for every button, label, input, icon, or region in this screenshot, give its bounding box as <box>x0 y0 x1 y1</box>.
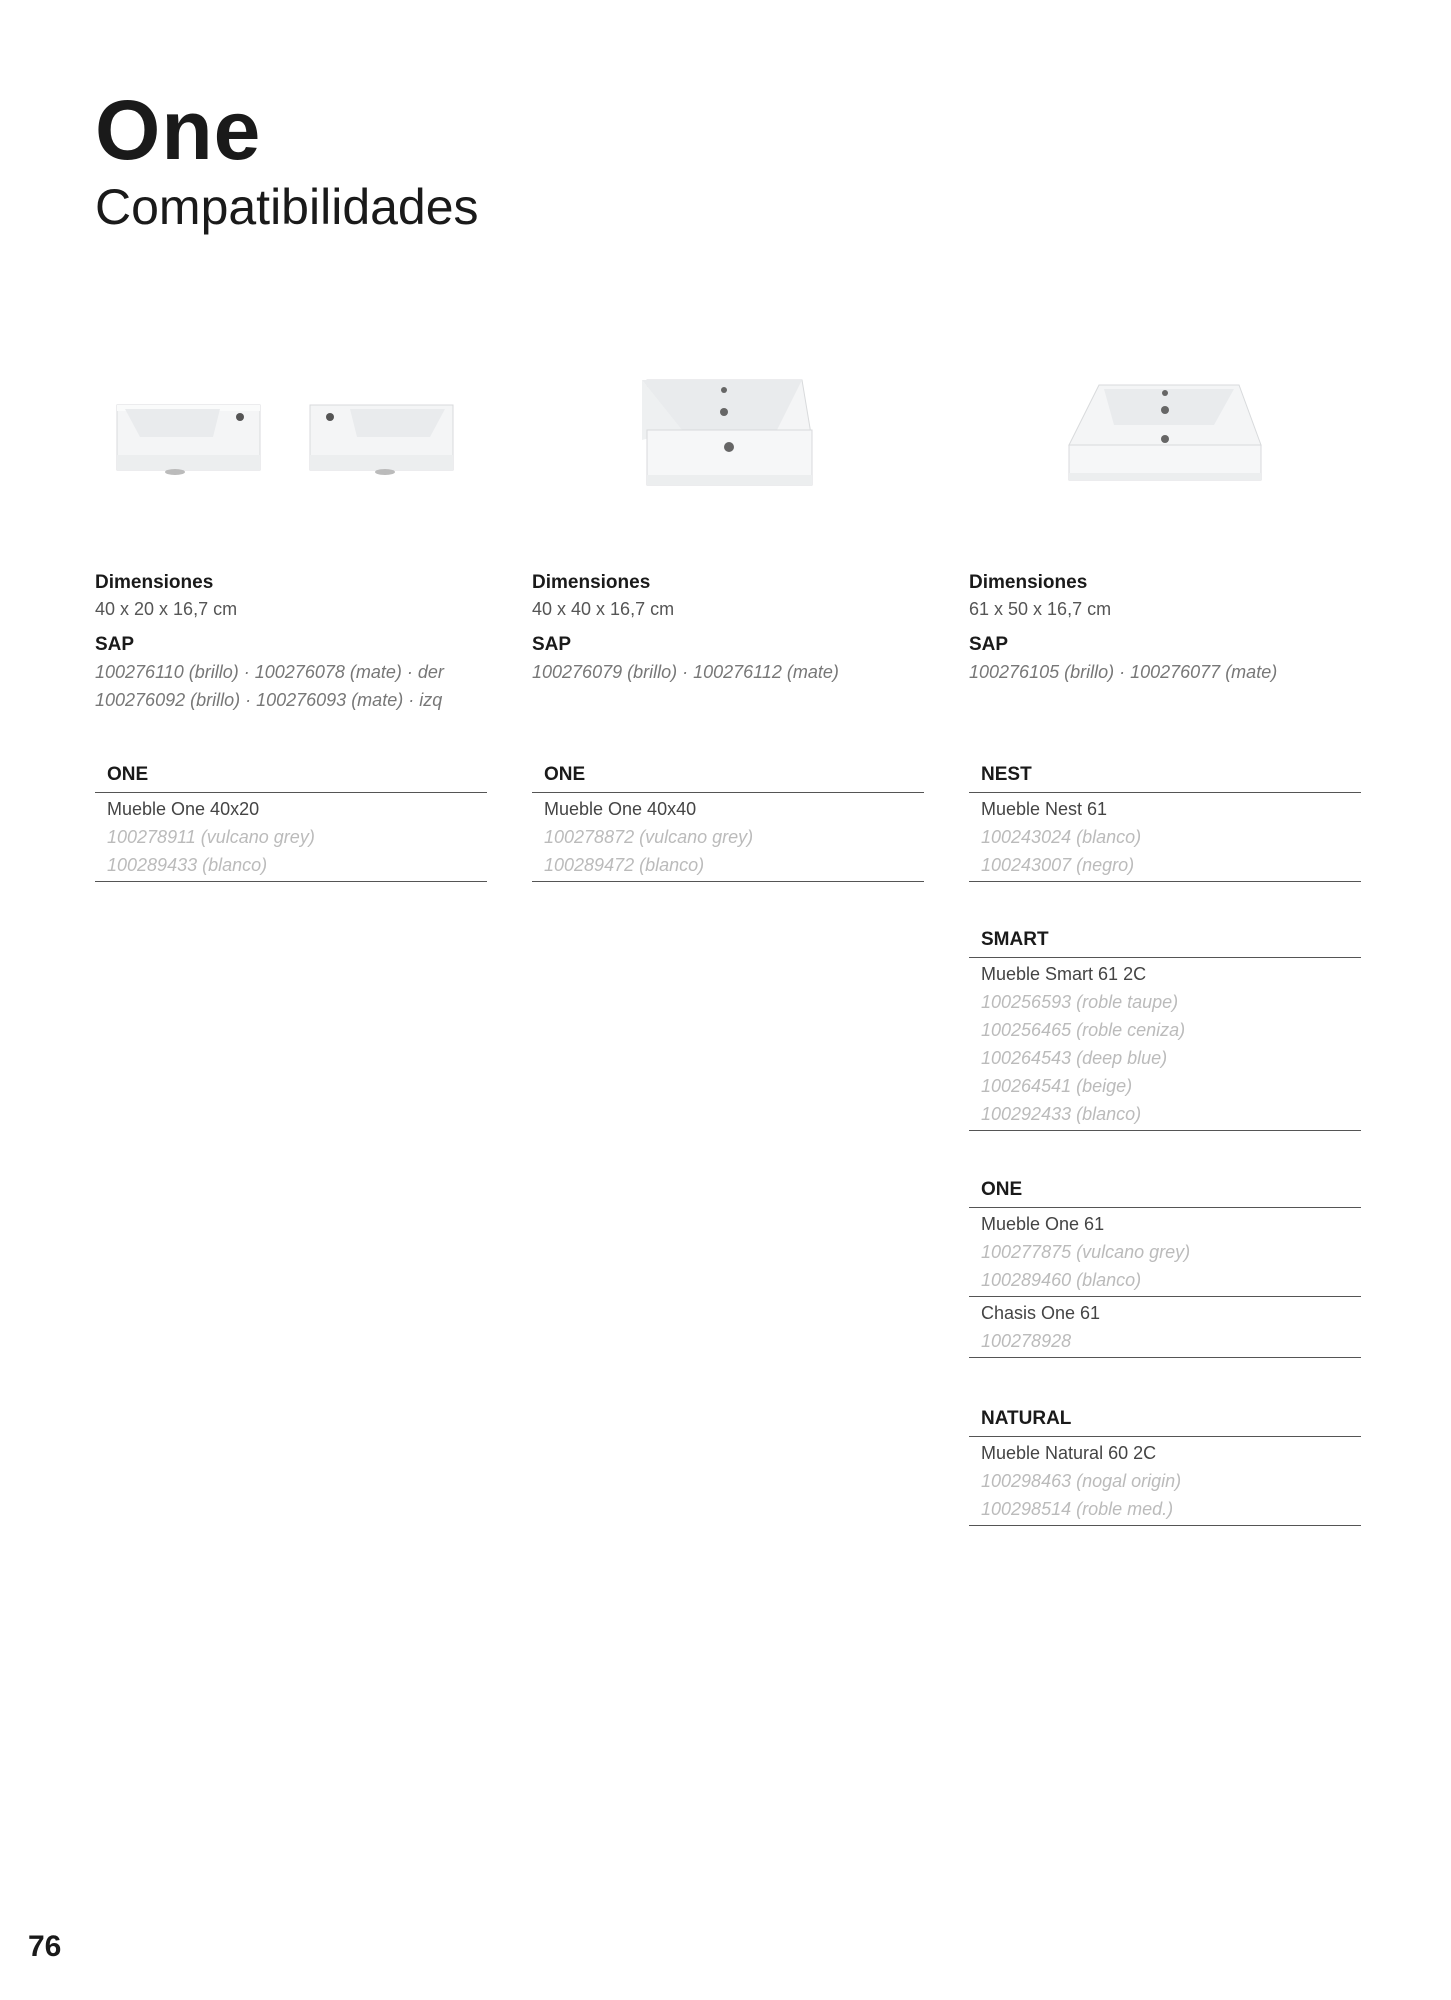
basin-der-image <box>117 405 260 475</box>
sap-code-line: 100276110 (brillo) · 100276078 (mate) · der <box>95 662 444 682</box>
sap-label: SAP <box>95 634 135 655</box>
block-heading: ONE <box>969 1177 1361 1208</box>
specs-40x20 <box>95 570 515 714</box>
item-name: Mueble Natural 60 2C <box>981 1443 1157 1463</box>
sap-code-line: 100276079 (brillo) · 100276112 (mate) <box>532 662 839 682</box>
sap-code-line: 100276105 (brillo) · 100276077 (mate) <box>969 662 1278 682</box>
dimensions-value: 61 x 50 x 16,7 cm <box>969 599 1112 619</box>
block-heading: ONE <box>532 762 924 793</box>
page-number: 76 <box>28 1930 62 1963</box>
sap-code-line: 100276092 (brillo) · 100276093 (mate) · izq <box>95 690 443 710</box>
item-code: 100256465 (roble ceniza) <box>981 1020 1186 1040</box>
compat-block-natural <box>969 1406 1361 1526</box>
item-code: 100264541 (beige) <box>981 1076 1133 1096</box>
compat-item <box>532 793 924 882</box>
block-heading: NEST <box>969 762 1361 793</box>
compat-item <box>969 1208 1361 1297</box>
sap-label: SAP <box>969 634 1009 655</box>
block-heading: ONE <box>95 762 487 793</box>
item-code: 100256593 (roble taupe) <box>981 992 1179 1012</box>
item-code: 100289472 (blanco) <box>544 855 705 875</box>
item-code: 100289460 (blanco) <box>981 1270 1142 1290</box>
washbasin-40x20-images <box>95 375 490 500</box>
item-code: 100292433 (blanco) <box>981 1104 1142 1124</box>
compat-block-one <box>95 762 487 882</box>
compat-item <box>969 793 1361 882</box>
item-name: Mueble One 40x40 <box>544 799 697 819</box>
item-code: 100277875 (vulcano grey) <box>981 1242 1191 1262</box>
compat-item <box>95 793 487 882</box>
item-name: Mueble One 40x20 <box>107 799 260 819</box>
basin-izq-image <box>310 405 453 475</box>
compat-block-one <box>969 1177 1361 1358</box>
item-code: 100243007 (negro) <box>981 855 1135 875</box>
dimensions-label: Dimensiones <box>969 572 1088 593</box>
item-name: Mueble One 61 <box>981 1214 1105 1234</box>
item-code: 100243024 (blanco) <box>981 827 1142 847</box>
item-name: Chasis One 61 <box>981 1303 1101 1323</box>
page-title: One <box>95 83 262 177</box>
compat-item <box>969 1297 1361 1358</box>
item-code: 100298463 (nogal origin) <box>981 1471 1182 1491</box>
item-code: 100264543 (deep blue) <box>981 1048 1168 1068</box>
block-heading: NATURAL <box>969 1406 1361 1437</box>
compat-block-one <box>532 762 924 882</box>
dimensions-label: Dimensiones <box>532 572 651 593</box>
specs-40x40 <box>532 570 952 686</box>
dimensions-value: 40 x 40 x 16,7 cm <box>532 599 675 619</box>
item-code: 100278911 (vulcano grey) <box>107 827 315 847</box>
compat-item <box>969 958 1361 1131</box>
item-code: 100278928 <box>981 1331 1072 1351</box>
item-code: 100289433 (blanco) <box>107 855 268 875</box>
compat-block-smart <box>969 927 1361 1131</box>
block-heading: SMART <box>969 927 1361 958</box>
item-code: 100298514 (roble med.) <box>981 1499 1174 1519</box>
specs-61x50 <box>969 570 1389 686</box>
compat-block-nest <box>969 762 1361 882</box>
item-name: Mueble Nest 61 <box>981 799 1108 819</box>
item-code: 100278872 (vulcano grey) <box>544 827 754 847</box>
dimensions-value: 40 x 20 x 16,7 cm <box>95 599 238 619</box>
item-name: Mueble Smart 61 2C <box>981 964 1147 984</box>
compat-item <box>969 1437 1361 1526</box>
washbasin-40x40-image <box>532 375 927 500</box>
page-subtitle: Compatibilidades <box>95 179 479 235</box>
sap-label: SAP <box>532 634 572 655</box>
washbasin-61x50-image <box>969 375 1364 500</box>
dimensions-label: Dimensiones <box>95 572 214 593</box>
